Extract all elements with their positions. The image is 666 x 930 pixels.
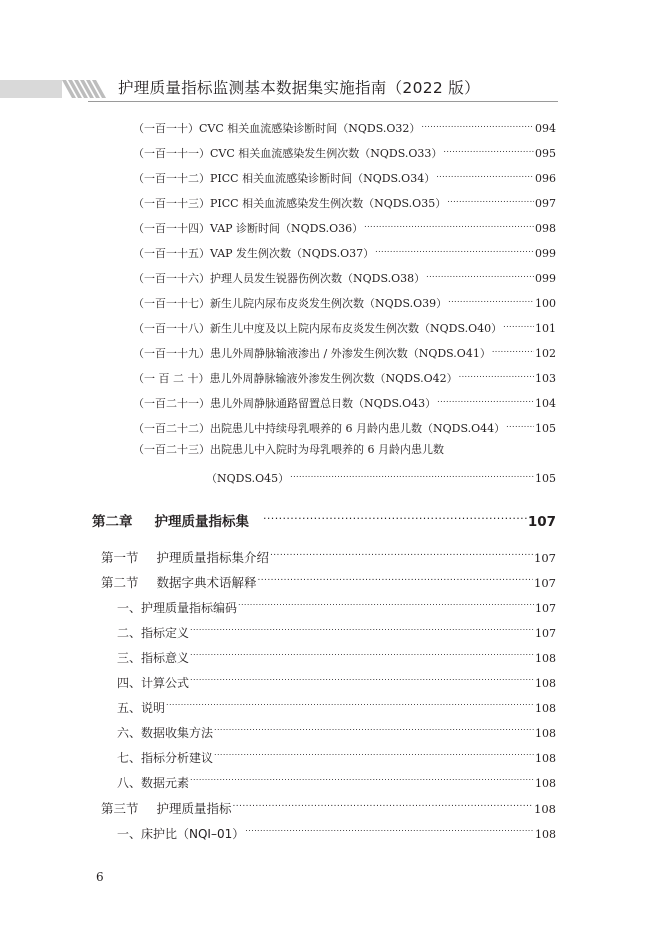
subentry-title: 护理人员发生锐器伤例次数（NQDS.O38） [210, 272, 426, 285]
subentry-title: CVC 相关血流感染诊断时间（NQDS.O32） [199, 122, 421, 135]
item-title: 八、数据元素 [117, 776, 190, 790]
subentry-number: （一百一十八） [133, 322, 210, 335]
subentry-page: 097 [535, 197, 556, 210]
toc-subentry[interactable] [133, 393, 556, 410]
subentry-page: 094 [535, 122, 556, 135]
subentry-number: （一百二十一） [133, 397, 210, 410]
item-title: 四、计算公式 [117, 676, 190, 690]
subentry-number: （一百二十二） [133, 422, 210, 435]
toc-subentry[interactable] [133, 443, 556, 457]
subentry-title: 出院患儿中持续母乳喂养的 6 月龄内患儿数（NQDS.O44） [210, 422, 506, 435]
dot-leader [258, 569, 534, 587]
subentry-number: （一百一十四） [133, 222, 210, 235]
toc-subentry[interactable] [133, 293, 556, 310]
item-title: 七、指标分析建议 [117, 751, 214, 765]
item-page: 108 [535, 652, 556, 665]
item-page: 108 [535, 828, 556, 841]
dot-leader [190, 644, 534, 662]
toc-chapter[interactable] [92, 506, 556, 530]
section-page: 107 [534, 551, 556, 565]
item-title: 一、床护比（NQI–01） [117, 827, 245, 841]
item-title: 六、数据收集方法 [117, 726, 214, 740]
dot-leader [290, 468, 534, 482]
toc-item[interactable] [117, 769, 556, 790]
toc-subentry[interactable] [133, 143, 556, 160]
section-label: 第三节 [101, 801, 139, 816]
dot-leader [245, 820, 534, 838]
dot-leader [263, 506, 527, 526]
subentry-title: 患儿外周静脉输液外渗发生例次数（NQDS.O42） [209, 372, 458, 385]
subentry-number: （一百一十九） [133, 347, 210, 360]
toc-subentry[interactable] [133, 318, 556, 335]
item-title: 一、护理质量指标编码 [117, 601, 238, 615]
dot-leader [426, 268, 534, 282]
toc-item[interactable] [117, 719, 556, 740]
chapter-label: 第二章 [92, 514, 133, 530]
dot-leader [421, 118, 534, 132]
item-page: 108 [535, 677, 556, 690]
toc-subentry[interactable] [133, 193, 556, 210]
toc-item[interactable] [117, 644, 556, 665]
toc-subentry[interactable] [133, 168, 556, 185]
subentry-title: 出院患儿中入院时为母乳喂养的 6 月龄内患儿数 [210, 443, 444, 456]
dot-leader [364, 218, 534, 232]
subentry-title: CVC 相关血流感染发生例次数（NQDS.O33） [210, 147, 443, 160]
subentry-page: 096 [535, 172, 556, 185]
section-label: 第二节 [101, 575, 139, 590]
dot-leader [443, 143, 534, 157]
subentry-page: 104 [535, 397, 556, 410]
section-title: 数据字典术语解释 [156, 575, 257, 590]
subentry-number: （一 百 二 十） [133, 372, 210, 385]
section-page: 108 [534, 802, 556, 816]
subentry-title: 新生儿中度及以上院内尿布皮炎发生例次数（NQDS.O40） [210, 322, 503, 335]
item-page: 107 [535, 602, 556, 615]
toc-section[interactable] [101, 569, 556, 590]
dot-leader [190, 669, 534, 687]
subentry-page: 101 [535, 322, 556, 335]
subentry-number: （一百一十一） [133, 147, 210, 160]
toc-subentry[interactable] [133, 343, 556, 360]
header-title: 护理质量指标监测基本数据集实施指南（2022 版） [118, 79, 480, 97]
dot-leader [459, 368, 534, 382]
chapter-title: 护理质量指标集 [154, 514, 249, 530]
subentry-page: 095 [535, 147, 556, 160]
toc-item[interactable] [117, 820, 556, 841]
toc-item[interactable] [117, 744, 556, 765]
toc-section[interactable] [101, 544, 556, 565]
subentry-title: PICC 相关血流感染发生例次数（NQDS.O35） [210, 197, 447, 210]
dot-leader [506, 418, 534, 432]
subentry-title: 新生儿院内尿布皮炎发生例次数（NQDS.O39） [210, 297, 448, 310]
dot-leader [375, 243, 534, 257]
subentry-number: （一百一十） [133, 122, 199, 135]
toc-subentry[interactable] [133, 243, 556, 260]
subentry-page: 105 [535, 422, 556, 435]
dot-leader [492, 343, 534, 357]
subentry-page: 098 [535, 222, 556, 235]
item-page: 108 [535, 752, 556, 765]
subentry-title: 患儿外周静脉通路留置总日数（NQDS.O43） [210, 397, 437, 410]
item-page: 107 [535, 627, 556, 640]
item-title: 二、指标定义 [117, 626, 190, 640]
subentry-number: （一百一十三） [133, 197, 210, 210]
subentry-number: （一百一十五） [133, 247, 210, 260]
page-number: 6 [96, 870, 104, 884]
header-rule [88, 101, 558, 102]
dot-leader [503, 318, 534, 332]
section-label: 第一节 [101, 550, 139, 565]
subentry-page: 099 [535, 247, 556, 260]
chapter-page: 107 [527, 514, 556, 530]
toc-subentry[interactable] [133, 218, 556, 235]
section-title: 护理质量指标集介绍 [156, 550, 270, 565]
toc-subentry[interactable] [133, 418, 556, 435]
section-title: 护理质量指标 [156, 801, 232, 816]
toc-section[interactable] [101, 795, 556, 816]
dot-leader [448, 293, 534, 307]
dot-leader [214, 744, 534, 762]
dot-leader [270, 544, 533, 562]
subentry-number: （一百一十二） [133, 172, 210, 185]
toc-item[interactable] [117, 694, 556, 715]
subentry-number: （一百一十七） [133, 297, 210, 310]
subentry-title: PICC 相关血流感染诊断时间（NQDS.O34） [210, 172, 436, 185]
subentry-page: 102 [535, 347, 556, 360]
subentry-number: （一百二十三） [133, 443, 210, 456]
subentry-page: 100 [535, 297, 556, 310]
toc-subentry[interactable] [133, 118, 556, 135]
subentry-continuation-title: （NQDS.O45） [206, 472, 290, 485]
toc-subentry[interactable] [133, 368, 556, 385]
subentry-title: VAP 发生例次数（NQDS.O37） [210, 247, 375, 260]
dot-leader [437, 393, 534, 407]
dot-leader [166, 694, 534, 712]
toc-subentry-continuation[interactable] [206, 468, 556, 485]
subentry-number: （一百一十六） [133, 272, 210, 285]
item-title: 三、指标意义 [117, 651, 190, 665]
item-title: 五、说明 [117, 701, 166, 715]
item-page: 108 [535, 777, 556, 790]
dot-leader [214, 719, 534, 737]
subentry-title: VAP 诊断时间（NQDS.O36） [210, 222, 364, 235]
header-stripes-decoration [0, 78, 120, 98]
toc-item[interactable] [117, 669, 556, 690]
dot-leader [238, 594, 534, 612]
section-page: 107 [534, 576, 556, 590]
subentry-page: 103 [535, 372, 556, 385]
toc-subentry[interactable] [133, 268, 556, 285]
dot-leader [436, 168, 534, 182]
item-page: 108 [535, 702, 556, 715]
running-header [0, 60, 666, 100]
dot-leader [233, 795, 534, 813]
item-page: 108 [535, 727, 556, 740]
dot-leader [190, 619, 534, 637]
dot-leader [447, 193, 534, 207]
toc-item[interactable] [117, 594, 556, 615]
subentry-title: 患儿外周静脉输液渗出 / 外渗发生例次数（NQDS.O41） [210, 347, 491, 360]
toc-item[interactable] [117, 619, 556, 640]
subentry-page: 099 [535, 272, 556, 285]
dot-leader [190, 769, 534, 787]
subentry-page: 105 [535, 472, 556, 485]
